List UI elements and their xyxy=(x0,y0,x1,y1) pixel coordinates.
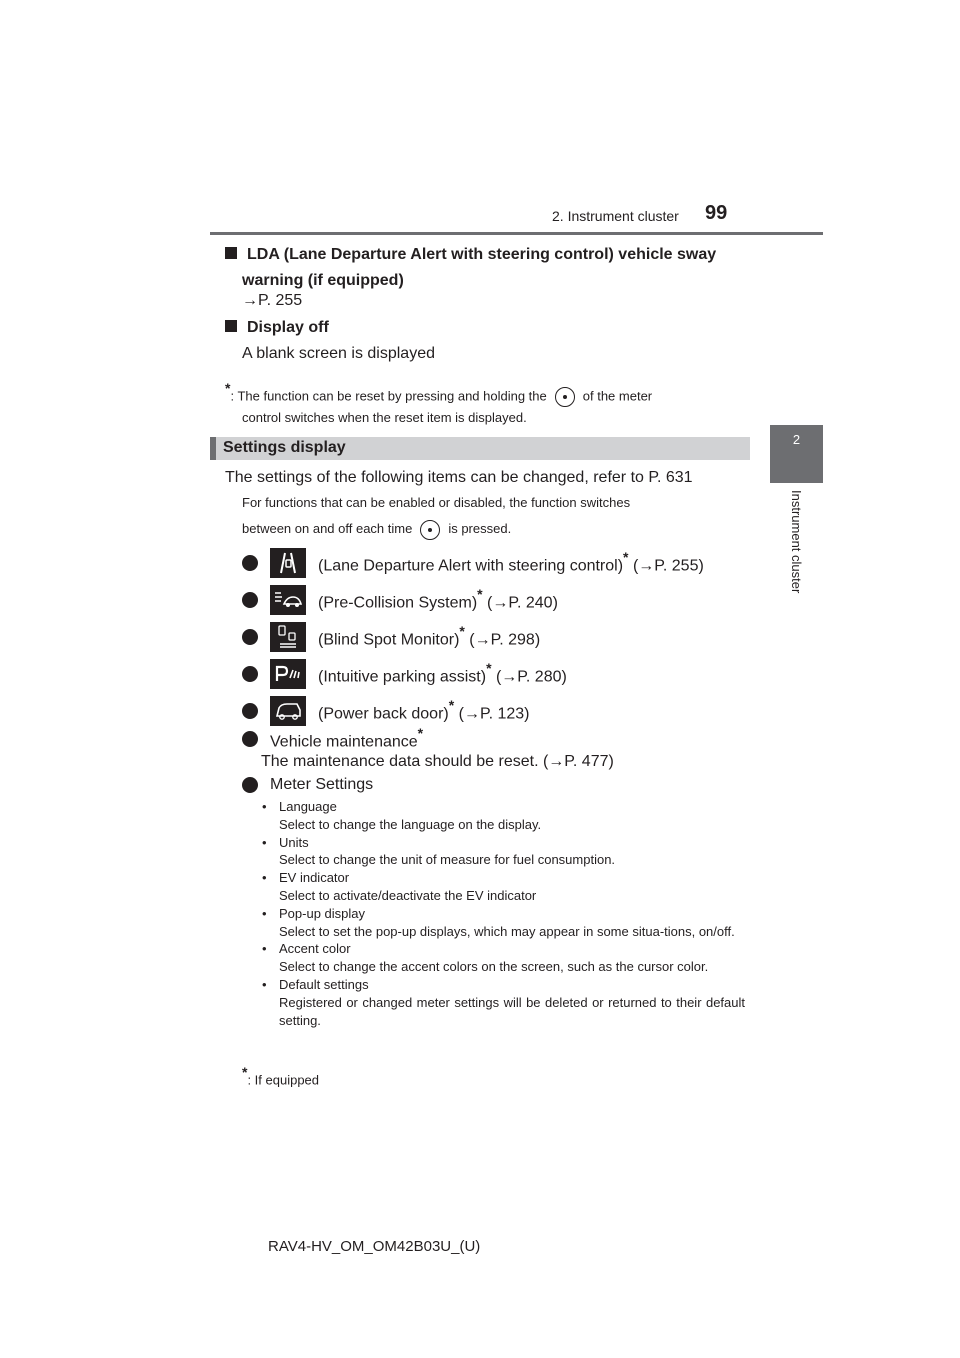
list-item: (Pre-Collision System)* (→P. 240) xyxy=(242,585,704,615)
list-item: • Default settings Registered or changed meter settings will be deleted or returned to their default setting. xyxy=(257,976,745,1029)
list-item: • Accent color Select to change the accent colors on the screen, such as the cursor color. xyxy=(257,940,745,976)
list-item: (Blind Spot Monitor)* (→P. 298) xyxy=(242,622,704,652)
list-item: (Intuitive parking assist)* (→P. 280) xyxy=(242,659,704,689)
chapter-tab-label: Instrument cluster xyxy=(789,490,804,594)
running-header-section: 2. Instrument cluster xyxy=(552,208,679,224)
bullet-icon xyxy=(242,731,258,747)
bullet-icon xyxy=(242,555,258,571)
bullet-icon xyxy=(242,666,258,682)
list-item: • EV indicator Select to activate/deactivate the EV indicator xyxy=(257,869,745,905)
settings-intro: The settings of the following items can be changed, refer to P. 631 xyxy=(225,469,693,486)
bullet-icon xyxy=(242,629,258,645)
power-back-door-icon xyxy=(270,696,306,726)
meter-settings-sublist xyxy=(242,798,745,1029)
page-number: 99 xyxy=(705,202,728,224)
list-item: • Units Select to change the unit of measure for fuel consumption. xyxy=(257,834,745,870)
lda-ref: →P. 255 xyxy=(242,292,303,309)
document-code: RAV4-HV_OM_OM42B03U_(U) xyxy=(268,1238,481,1255)
bullet-icon xyxy=(242,777,258,793)
bullet-icon xyxy=(242,592,258,608)
reset-button-icon xyxy=(555,387,575,407)
lane-departure-alert-icon xyxy=(270,548,306,578)
equipped-footnote: *: If equipped xyxy=(242,1064,320,1088)
list-item: • Pop-up display Select to set the pop-up displays, which may appear in some situa-tions, on/off. xyxy=(257,905,745,941)
select-button-icon xyxy=(420,520,440,540)
chapter-tab-number: 2 xyxy=(792,432,801,447)
list-item: (Lane Departure Alert with steering control)* (→P. 255) xyxy=(242,548,704,578)
blind-spot-monitor-icon xyxy=(270,622,306,652)
header-rule xyxy=(210,232,823,235)
lda-heading: LDA (Lane Departure Alert with steering control) vehicle sway warning (if equipped) xyxy=(225,242,750,294)
pre-collision-icon xyxy=(270,585,306,615)
list-item: • Language Select to change the language on the display. xyxy=(257,798,745,834)
parking-assist-icon xyxy=(270,659,306,689)
list-item: (Power back door)* (→P. 123) xyxy=(242,696,704,726)
section-heading: Settings display xyxy=(223,439,346,456)
display-off-text: A blank screen is displayed xyxy=(242,345,435,362)
meter-settings-item: Meter Settings • Language Select to change the language on the display. • Units Select to change the unit of measure for fuel consumption. • EV indicator Select to activate/deactivate the EV indicator • Pop-up display Select to set the pop-up displays, which may appear in some situa-tions, on/off. • Accent color Select to change the accent colors on the screen, such as the cursor color. • Default settings Registered or changed meter settings will be deleted or returned to their default setting. xyxy=(242,774,745,1029)
square-bullet-icon xyxy=(225,320,237,332)
settings-note: For functions that can be enabled or disabled, the function switches between on and off each time is pressed. xyxy=(242,492,745,540)
settings-icon-list xyxy=(242,548,704,726)
square-bullet-icon xyxy=(225,247,237,259)
display-off-heading: Display off xyxy=(225,315,329,341)
reset-footnote: *: The function can be reset by pressing and holding the of the meter control switches when the reset item is displayed. xyxy=(225,380,653,426)
vehicle-maintenance-item: Vehicle maintenance* The maintenance data should be reset. (→P. 477) xyxy=(242,728,614,774)
bullet-icon xyxy=(242,703,258,719)
